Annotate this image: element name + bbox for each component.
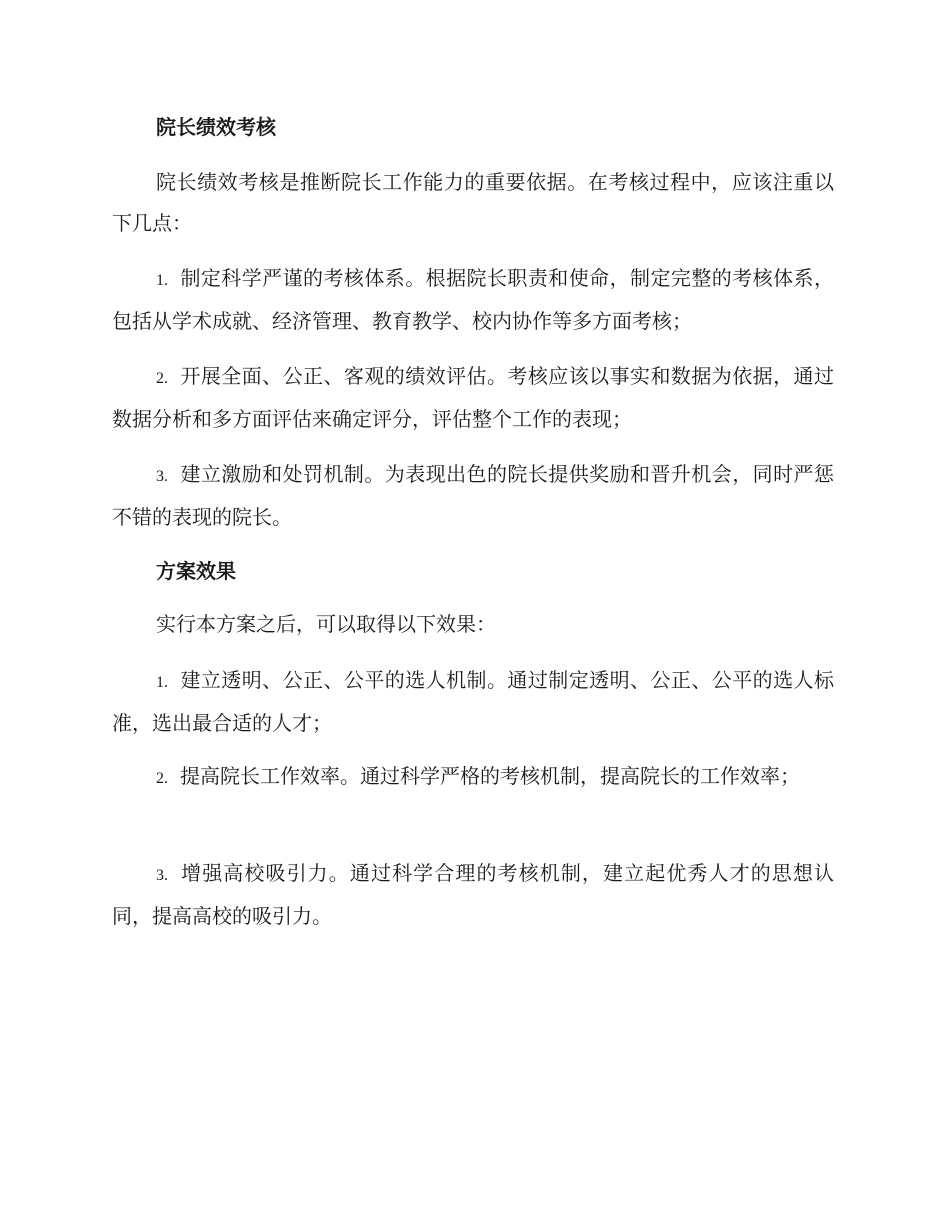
list-number: 1. — [156, 272, 168, 289]
list-number: 3. — [156, 867, 168, 884]
evaluation-list-item — [112, 258, 834, 342]
evaluation-list-item — [112, 454, 834, 538]
effects-intro-paragraph: 实行本方案之后，可以取得以下效果： — [156, 612, 496, 636]
list-item-text: 建立激励和处罚机制。为表现出色的院长提供奖励和晋升机会，同时严惩不错的表现的院长。 — [112, 462, 834, 529]
evaluation-intro-paragraph: 院长绩效考核是推断院长工作能力的重要依据。在考核过程中，应该注重以下几点： — [112, 170, 834, 235]
section-heading-evaluation: 院长绩效考核 — [156, 115, 276, 139]
effects-list-item — [112, 756, 834, 799]
list-number: 2. — [156, 370, 168, 387]
evaluation-list-item — [112, 356, 834, 440]
list-item-text: 制定科学严谨的考核体系。根据院长职责和使命，制定完整的考核体系，包括从学术成就、经济管理、教育教学、校内协作等多方面考核； — [112, 266, 834, 333]
list-item-text: 开展全面、公正、客观的绩效评估。考核应该以事实和数据为依据，通过数据分析和多方面评估来确定评分，评估整个工作的表现； — [112, 364, 834, 431]
effects-list-item — [112, 853, 834, 937]
list-item-text: 建立透明、公正、公平的选人机制。通过制定透明、公正、公平的选人标准，选出最合适的人才； — [112, 668, 834, 735]
list-number: 3. — [156, 468, 168, 485]
list-number: 1. — [156, 674, 168, 691]
list-number: 2. — [156, 770, 168, 787]
section-heading-effects: 方案效果 — [156, 559, 236, 583]
effects-list-item — [112, 660, 834, 744]
list-item-text: 增强高校吸引力。通过科学合理的考核机制，建立起优秀人才的思想认同，提高高校的吸引力。 — [112, 861, 834, 928]
list-item-text: 提高院长工作效率。通过科学严格的考核机制，提高院长的工作效率； — [180, 764, 800, 788]
